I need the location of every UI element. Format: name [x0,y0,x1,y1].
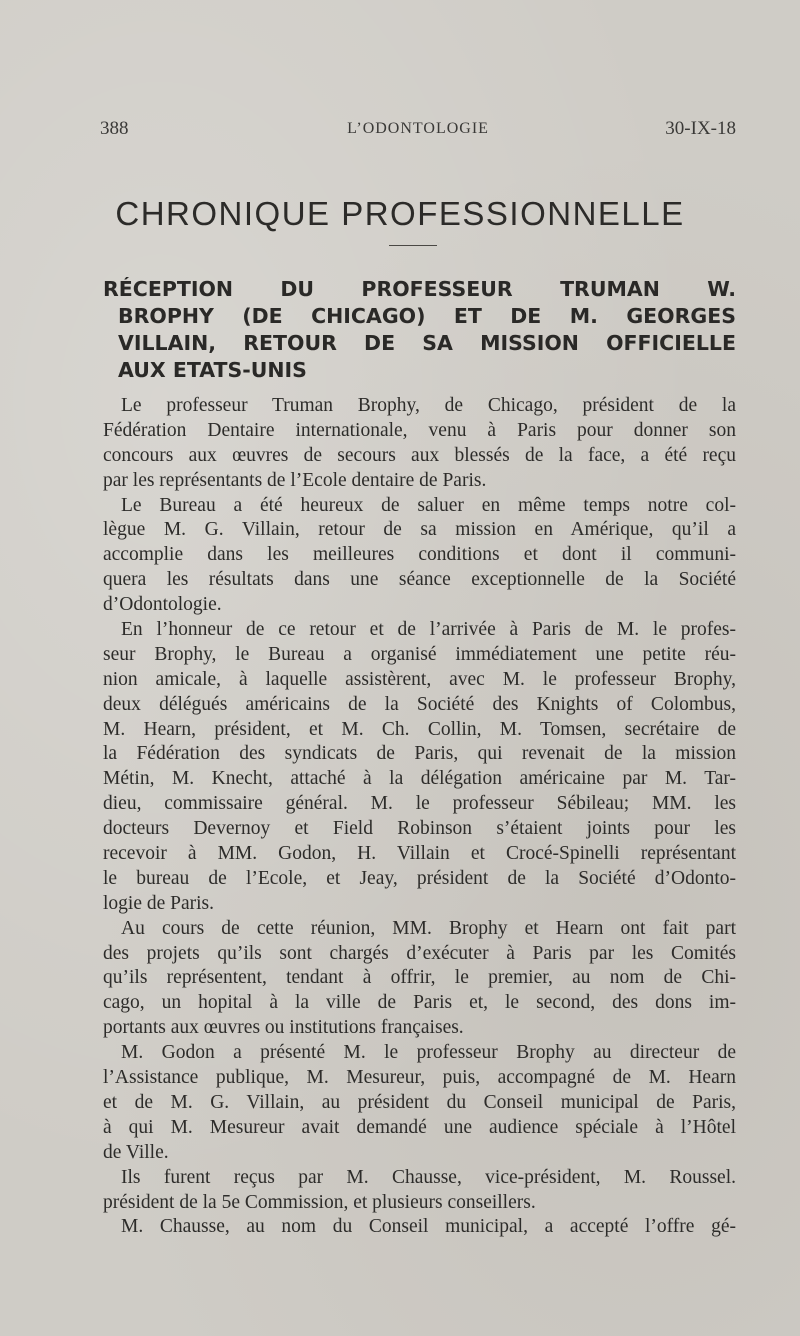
body-line: Le professeur Truman Brophy, de Chicago, président de la [121,395,736,416]
body-line: quera les résultats dans une séance exceptionnelle de la Société [103,569,736,591]
article-heading [103,276,736,384]
body-line: Ils furent reçus par M. Chausse, vice-président, M. Roussel. [121,1166,736,1188]
body-line: des projets qu’ils sont chargés d’exécuter à Paris par les Comités [103,942,736,964]
body-line: président de la 5e Commission, et plusieurs conseillers. [103,1191,536,1213]
body-line: logie de Paris. [103,892,215,914]
body-line: l’Assistance publique, M. Mesureur, puis, accompagné de M. Hearn [103,1067,736,1089]
body-line: Métin, M. Knecht, attaché à la délégation américaine par M. Tar- [103,768,736,790]
heading-line: BROPHY (DE CHICAGO) ET DE M. GEORGES [118,304,736,328]
title-rule [389,245,437,246]
body-line: par les représentants de l’Ecole dentaire de Paris. [103,469,487,491]
journal-title: L’ODONTOLOGIE [347,120,489,137]
body-line: docteurs Devernoy et Field Robinson s’étaient joints pour les [103,818,736,840]
body-line: M. Chausse, au nom du Conseil municipal, a accepté l’offre gé- [121,1216,736,1238]
body-line: seur Brophy, le Bureau a organisé immédiatement une petite réu- [103,643,736,665]
issue-date: 30-IX-18 [665,118,736,139]
body-line: nion amicale, à laquelle assistèrent, avec M. le professeur Brophy, [103,668,736,690]
body-line: d’Odontologie. [103,594,222,616]
body-line: lègue M. G. Villain, retour de sa mission en Amérique, qu’il a [103,519,736,541]
body-line: accomplie dans les meilleures conditions et dont il communi- [103,544,736,566]
body-line: cago, un hopital à la ville de Paris et, le second, des dons im- [103,992,736,1014]
body-line: dieu, commissaire général. M. le professeur Sébileau; MM. les [103,793,736,815]
article-body [103,394,736,1240]
body-line: concours aux œuvres de secours aux blessés de la face, a été reçu [103,444,736,466]
body-line: M. Hearn, président, et M. Ch. Collin, M. Tomsen, secrétaire de [103,718,736,740]
body-line: recevoir à MM. Godon, H. Villain et Crocé-Spinelli représentant [103,843,736,865]
body-line: Au cours de cette réunion, MM. Brophy et Hearn ont fait part [121,917,736,939]
heading-line: RÉCEPTION DU PROFESSEUR TRUMAN W. [103,277,736,301]
body-line: M. Godon a présenté M. le professeur Brophy au directeur de [121,1042,736,1064]
body-line: la Fédération des syndicats de Paris, qui revenait de la mission [103,743,736,765]
body-line: qu’ils représentent, tendant à offrir, le premier, au nom de Chi- [103,967,736,989]
body-line: portants aux œuvres ou institutions françaises. [103,1017,464,1039]
heading-line: VILLAIN, RETOUR DE SA MISSION OFFICIELLE [118,331,736,355]
body-line: à qui M. Mesureur avait demandé une audience spéciale à l’Hôtel [103,1116,736,1138]
running-head [100,118,736,148]
heading-line: AUX ETATS-UNIS [118,358,307,382]
body-line: En l’honneur de ce retour et de l’arrivée à Paris de M. le profes- [121,619,736,641]
page-number: 388 [100,118,129,139]
body-line: de Ville. [103,1141,169,1163]
body-line: deux délégués américains de la Société des Knights of Colombus, [103,693,736,715]
body-line: et de M. G. Villain, au président du Conseil municipal de Paris, [103,1091,736,1113]
body-line: le bureau de l’Ecole, et Jeay, président de la Société d’Odonto- [103,867,736,889]
section-title: CHRONIQUE PROFESSIONNELLE [115,195,685,232]
body-line: Le Bureau a été heureux de saluer en même temps notre col- [121,494,736,516]
body-line: Fédération Dentaire internationale, venu à Paris pour donner son [103,419,736,441]
